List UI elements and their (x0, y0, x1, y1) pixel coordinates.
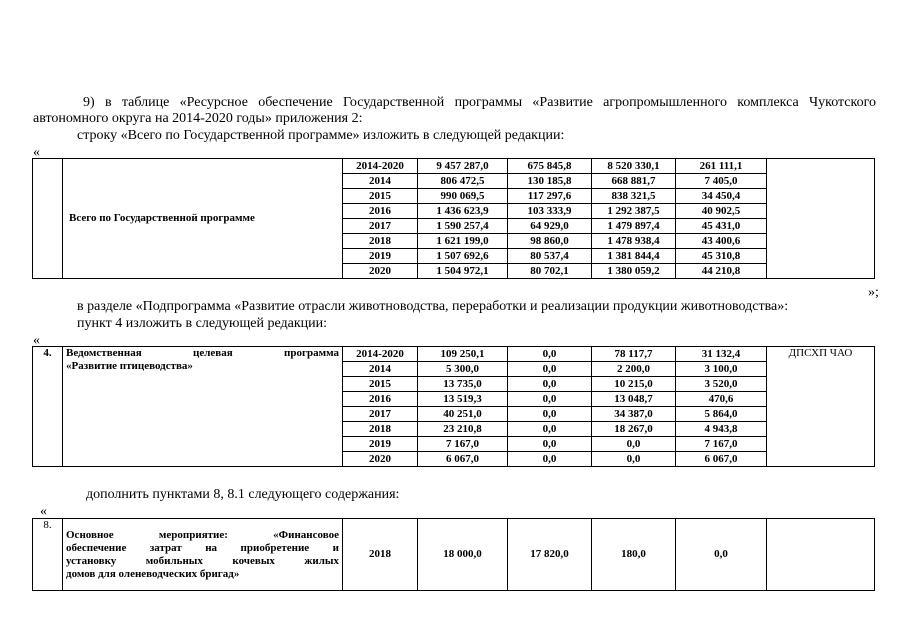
intro-line-3: строку «Всего по Государственной программе» изложить в следующей редакции: (77, 128, 565, 143)
item-label-line: Основное мероприятие: «Финансовое (66, 528, 339, 541)
value-cell: 64 929,0 (508, 219, 592, 234)
value-cell: 3 520,0 (676, 377, 767, 392)
value-cell: 1 478 938,4 (592, 234, 676, 249)
value-cell: 675 845,8 (508, 159, 592, 174)
executor-cell (767, 159, 875, 279)
table-row (33, 519, 875, 591)
value-cell: 0,0 (508, 347, 592, 362)
empty-number-cell (33, 159, 63, 279)
year-cell: 2017 (343, 407, 418, 422)
value-cell: 1 380 059,2 (592, 264, 676, 279)
value-cell: 13 048,7 (592, 392, 676, 407)
item-label-line: «Развитие птицеводства» (66, 360, 193, 372)
year-cell: 2014-2020 (343, 347, 418, 362)
value-cell: 990 069,5 (418, 189, 508, 204)
value-cell: 109 250,1 (418, 347, 508, 362)
item-number: 4. (33, 347, 63, 467)
row-label: Всего по Государственной программе (63, 159, 343, 279)
value-cell: 18 000,0 (418, 519, 508, 591)
value-cell: 13 735,0 (418, 377, 508, 392)
year-cell: 2018 (343, 234, 418, 249)
value-cell: 1 292 387,5 (592, 204, 676, 219)
intro-line-2: автономного округа на 2014-2020 годы» приложения 2: (33, 111, 363, 126)
year-cell: 2016 (343, 392, 418, 407)
value-cell: 31 132,4 (676, 347, 767, 362)
open-quote-2: « (33, 333, 40, 348)
value-cell: 806 472,5 (418, 174, 508, 189)
value-cell: 0,0 (676, 519, 767, 591)
value-cell: 1 436 623,9 (418, 204, 508, 219)
value-cell: 78 117,7 (592, 347, 676, 362)
close-quote-1: »; (868, 285, 879, 300)
value-cell: 7 167,0 (676, 437, 767, 452)
value-cell: 45 310,8 (676, 249, 767, 264)
value-cell: 0,0 (508, 392, 592, 407)
year-cell: 2017 (343, 219, 418, 234)
value-cell: 1 479 897,4 (592, 219, 676, 234)
open-quote-1: « (33, 145, 40, 160)
year-cell: 2015 (343, 377, 418, 392)
value-cell: 668 881,7 (592, 174, 676, 189)
value-cell: 470,6 (676, 392, 767, 407)
value-cell: 13 519,3 (418, 392, 508, 407)
item-label-line: домов для оленеводческих бригад» (66, 567, 240, 580)
value-cell: 261 111,1 (676, 159, 767, 174)
value-cell: 0,0 (508, 407, 592, 422)
value-cell: 45 431,0 (676, 219, 767, 234)
year-cell: 2014 (343, 362, 418, 377)
item-label-line: Ведомственная целевая программа (66, 347, 339, 359)
section3-line-1: дополнить пунктами 8, 8.1 следующего содержания: (86, 487, 400, 502)
item-label (63, 347, 343, 467)
value-cell: 7 405,0 (676, 174, 767, 189)
value-cell: 34 387,0 (592, 407, 676, 422)
value-cell: 1 504 972,1 (418, 264, 508, 279)
table-row (33, 159, 875, 174)
value-cell: 8 520 330,1 (592, 159, 676, 174)
year-cell: 2014 (343, 174, 418, 189)
item-label-line: обеспечение затрат на приобретение и (66, 541, 339, 554)
year-cell: 2018 (343, 422, 418, 437)
table-poultry-program (32, 346, 875, 467)
value-cell: 6 067,0 (676, 452, 767, 467)
executor-cell: ДПСХП ЧАО (767, 347, 875, 467)
open-quote-3: « (40, 504, 47, 519)
item-label (63, 519, 343, 591)
value-cell: 5 864,0 (676, 407, 767, 422)
year-cell: 2016 (343, 204, 418, 219)
value-cell: 2 200,0 (592, 362, 676, 377)
item-label-line: установку мобильных кочевых жилых (66, 554, 339, 567)
value-cell: 180,0 (592, 519, 676, 591)
value-cell: 1 621 199,0 (418, 234, 508, 249)
value-cell: 7 167,0 (418, 437, 508, 452)
value-cell: 0,0 (508, 362, 592, 377)
table-mobile-homes (32, 518, 875, 591)
value-cell: 130 185,8 (508, 174, 592, 189)
executor-cell (767, 519, 875, 591)
value-cell: 0,0 (508, 422, 592, 437)
section2-line-1: в разделе «Подпрограмма «Развитие отрасли животноводства, переработки и реализации продукции животноводства»: (77, 299, 789, 314)
item-number: 8. (33, 519, 63, 591)
value-cell: 98 860,0 (508, 234, 592, 249)
value-cell: 3 100,0 (676, 362, 767, 377)
value-cell: 80 537,4 (508, 249, 592, 264)
value-cell: 838 321,5 (592, 189, 676, 204)
value-cell: 40 251,0 (418, 407, 508, 422)
value-cell: 0,0 (508, 377, 592, 392)
value-cell: 9 457 287,0 (418, 159, 508, 174)
value-cell: 0,0 (592, 437, 676, 452)
value-cell: 4 943,8 (676, 422, 767, 437)
value-cell: 6 067,0 (418, 452, 508, 467)
value-cell: 1 507 692,6 (418, 249, 508, 264)
value-cell: 1 381 844,4 (592, 249, 676, 264)
year-cell: 2020 (343, 452, 418, 467)
year-cell: 2020 (343, 264, 418, 279)
year-cell: 2015 (343, 189, 418, 204)
value-cell: 23 210,8 (418, 422, 508, 437)
value-cell: 80 702,1 (508, 264, 592, 279)
table-row (33, 347, 875, 362)
value-cell: 44 210,8 (676, 264, 767, 279)
value-cell: 5 300,0 (418, 362, 508, 377)
table-total-program (32, 158, 875, 279)
value-cell: 0,0 (508, 437, 592, 452)
value-cell: 0,0 (592, 452, 676, 467)
value-cell: 17 820,0 (508, 519, 592, 591)
value-cell: 1 590 257,4 (418, 219, 508, 234)
value-cell: 40 902,5 (676, 204, 767, 219)
year-cell: 2014-2020 (343, 159, 418, 174)
value-cell: 117 297,6 (508, 189, 592, 204)
intro-line-1: 9) в таблице «Ресурсное обеспечение Государственной программы «Развитие агропромышленного комплекса Чукотского (83, 95, 876, 110)
section2-line-2: пункт 4 изложить в следующей редакции: (77, 316, 327, 331)
value-cell: 34 450,4 (676, 189, 767, 204)
value-cell: 10 215,0 (592, 377, 676, 392)
year-cell: 2018 (343, 519, 418, 591)
value-cell: 43 400,6 (676, 234, 767, 249)
value-cell: 18 267,0 (592, 422, 676, 437)
year-cell: 2019 (343, 249, 418, 264)
year-cell: 2019 (343, 437, 418, 452)
value-cell: 103 333,9 (508, 204, 592, 219)
value-cell: 0,0 (508, 452, 592, 467)
